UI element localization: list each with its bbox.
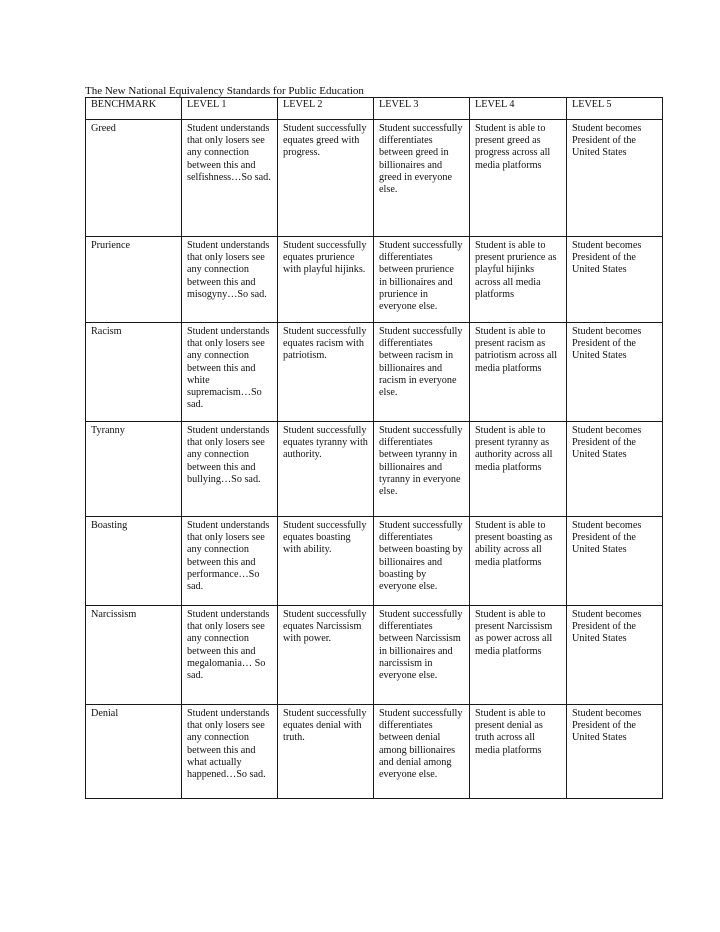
level-3-cell: Student successfully differentiates between boasting by billionaires and boasting by everyone else.	[374, 517, 470, 606]
table-row	[86, 517, 663, 606]
table-row	[86, 323, 663, 422]
document-title: The New National Equivalency Standards for Public Education	[85, 85, 364, 97]
header-row	[86, 98, 663, 120]
table-row	[86, 422, 663, 517]
level-4-cell: Student is able to present racism as patriotism across all media platforms	[470, 323, 567, 422]
header-level-2: LEVEL 2	[278, 98, 374, 120]
level-5-cell: Student becomes President of the United States	[567, 323, 663, 422]
level-1-cell: Student understands that only losers see any connection between this and bullying…So sad.	[182, 422, 278, 517]
table-row	[86, 606, 663, 705]
level-2-cell: Student successfully equates prurience with playful hijinks.	[278, 237, 374, 323]
level-4-cell: Student is able to present greed as progress across all media platforms	[470, 120, 567, 237]
level-5-cell: Student becomes President of the United States	[567, 120, 663, 237]
benchmark-cell: Racism	[86, 323, 182, 422]
level-5-cell: Student becomes President of the United States	[567, 422, 663, 517]
level-1-cell: Student understands that only losers see any connection between this and selfishness…So sad.	[182, 120, 278, 237]
standards-table	[85, 97, 663, 799]
level-1-cell: Student understands that only losers see any connection between this and megalomania… So sad.	[182, 606, 278, 705]
level-4-cell: Student is able to present Narcissism as power across all media platforms	[470, 606, 567, 705]
level-5-cell: Student becomes President of the United States	[567, 237, 663, 323]
level-2-cell: Student successfully equates boasting with ability.	[278, 517, 374, 606]
benchmark-cell: Tyranny	[86, 422, 182, 517]
level-4-cell: Student is able to present boasting as ability across all media platforms	[470, 517, 567, 606]
level-3-cell: Student successfully differentiates between tyranny in billionaires and tyranny in everyone else.	[374, 422, 470, 517]
level-1-cell: Student understands that only losers see any connection between this and white supremacism…So sad.	[182, 323, 278, 422]
level-1-cell: Student understands that only losers see any connection between this and performance…So sad.	[182, 517, 278, 606]
benchmark-cell: Denial	[86, 705, 182, 799]
level-3-cell: Student successfully differentiates between racism in billionaires and racism in everyone else.	[374, 323, 470, 422]
level-2-cell: Student successfully equates greed with progress.	[278, 120, 374, 237]
level-2-cell: Student successfully equates racism with patriotism.	[278, 323, 374, 422]
benchmark-cell: Prurience	[86, 237, 182, 323]
level-5-cell: Student becomes President of the United States	[567, 517, 663, 606]
level-2-cell: Student successfully equates Narcissism with power.	[278, 606, 374, 705]
level-4-cell: Student is able to present denial as truth across all media platforms	[470, 705, 567, 799]
level-5-cell: Student becomes President of the United States	[567, 606, 663, 705]
benchmark-cell: Greed	[86, 120, 182, 237]
benchmark-cell: Boasting	[86, 517, 182, 606]
level-1-cell: Student understands that only losers see any connection between this and misogyny…So sad.	[182, 237, 278, 323]
header-level-5: LEVEL 5	[567, 98, 663, 120]
header-level-4: LEVEL 4	[470, 98, 567, 120]
table-row	[86, 237, 663, 323]
level-3-cell: Student successfully differentiates between prurience in billionaires and prurience in everyone else.	[374, 237, 470, 323]
level-4-cell: Student is able to present tyranny as authority across all media platforms	[470, 422, 567, 517]
header-level-3: LEVEL 3	[374, 98, 470, 120]
level-2-cell: Student successfully equates denial with truth.	[278, 705, 374, 799]
level-2-cell: Student successfully equates tyranny with authority.	[278, 422, 374, 517]
level-5-cell: Student becomes President of the United States	[567, 705, 663, 799]
level-3-cell: Student successfully differentiates between denial among billionaires and denial among everyone else.	[374, 705, 470, 799]
level-1-cell: Student understands that only losers see any connection between this and what actually happened…So sad.	[182, 705, 278, 799]
header-benchmark: BENCHMARK	[86, 98, 182, 120]
header-level-1: LEVEL 1	[182, 98, 278, 120]
level-4-cell: Student is able to present prurience as playful hijinks across all media platforms	[470, 237, 567, 323]
table-row	[86, 120, 663, 237]
table-row	[86, 705, 663, 799]
level-3-cell: Student successfully differentiates between Narcissism in billionaires and narcissism in everyone else.	[374, 606, 470, 705]
benchmark-cell: Narcissism	[86, 606, 182, 705]
level-3-cell: Student successfully differentiates between greed in billionaires and greed in everyone else.	[374, 120, 470, 237]
